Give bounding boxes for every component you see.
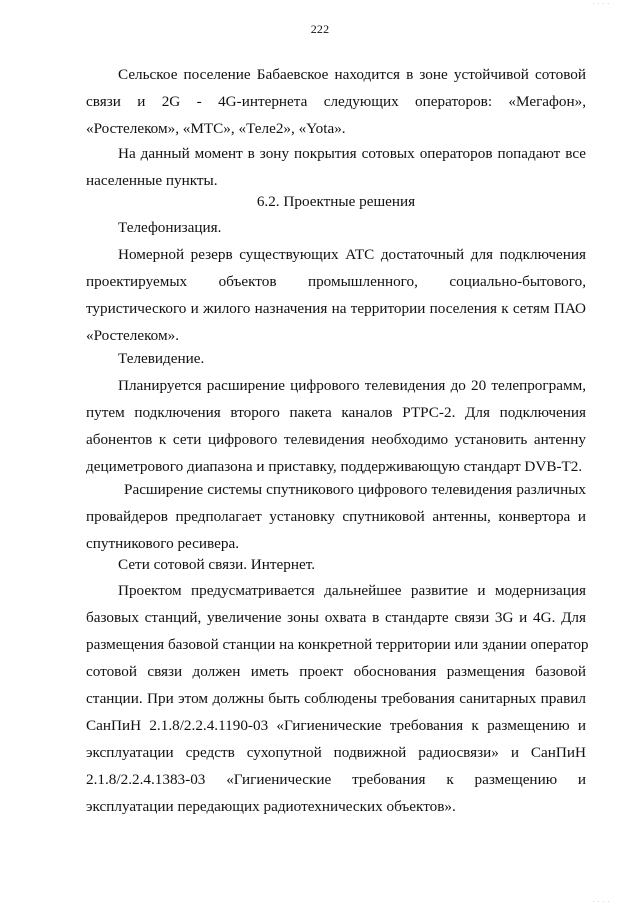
text-line: эксплуатации передающих радиотехнических объектов». bbox=[86, 798, 456, 815]
scan-mark-top: . . . . bbox=[592, 0, 610, 6]
text-line: эксплуатации средств сухопутной подвижной радиосвязи» и СанПиН bbox=[86, 744, 586, 761]
text-line: Номерной резерв существующих АТС достаточный для подключения bbox=[118, 246, 586, 263]
text-line: СанПиН 2.1.8/2.2.4.1190-03 «Гигиенические требования к размещению и bbox=[86, 717, 586, 734]
subheading: Сети сотовой связи. Интернет. bbox=[118, 556, 316, 573]
text-line: абонентов к сети цифрового телевидения необходимо установить антенну bbox=[86, 431, 586, 448]
scan-mark-bottom: . . . . bbox=[592, 898, 610, 904]
text-line: провайдеров предполагает установку спутниковой антенны, конвертора и bbox=[86, 508, 586, 525]
text-line: населенные пункты. bbox=[86, 172, 218, 189]
paragraph-cellular-development bbox=[86, 577, 589, 820]
text-line: Расширение системы спутникового цифрового телевидения различных bbox=[124, 481, 586, 498]
text-line: Проектом предусматривается дальнейшее развитие и модернизация bbox=[118, 582, 586, 599]
text-line: 2.1.8/2.2.4.1383-03 «Гигиенические требования к размещению и bbox=[86, 771, 586, 788]
section-heading bbox=[86, 188, 586, 215]
section-title: 6.2. Проектные решения bbox=[256, 193, 416, 210]
paragraph-television bbox=[86, 372, 586, 480]
text-line: проектируемых объектов промышленного, социально-бытового, bbox=[86, 273, 586, 290]
text-line: Планируется расширение цифрового телевидения до 20 телепрограмм, bbox=[118, 377, 586, 394]
text-line: станции. При этом должны быть соблюдены требования санитарных правил bbox=[86, 690, 586, 707]
paragraph-satellite-tv bbox=[86, 476, 586, 557]
text-line: размещения базовой станции на конкретной территории или здании оператор bbox=[86, 636, 589, 653]
subheading: Телевидение. bbox=[118, 350, 205, 367]
paragraph-cellular-coverage bbox=[86, 61, 586, 142]
subheading-television bbox=[86, 345, 586, 372]
subheading-telephony bbox=[86, 214, 586, 241]
subheading: Телефонизация. bbox=[118, 219, 222, 236]
text-line: базовых станций, увеличение зоны охвата в стандарте связи 3G и 4G. Для bbox=[86, 609, 586, 626]
text-line: спутникового ресивера. bbox=[86, 535, 239, 552]
text-line: На данный момент в зону покрытия сотовых операторов попадают все bbox=[118, 145, 586, 162]
text-line: туристического и жилого назначения на территории поселения к сетям ПАО bbox=[86, 300, 586, 317]
text-line: путем подключения второго пакета каналов РТРС-2. Для подключения bbox=[86, 404, 586, 421]
paragraph-coverage-settlements bbox=[86, 140, 586, 194]
text-line: дециметрового диапазона и приставку, поддерживающую стандарт DVB-T2. bbox=[86, 458, 583, 475]
page-number: 222 bbox=[310, 22, 330, 36]
paragraph-telephony bbox=[86, 241, 586, 349]
text-line: сотовой связи должен иметь проект обоснования размещения базовой bbox=[86, 663, 586, 680]
text-line: связи и 2G - 4G-интернета следующих операторов: «Мегафон», bbox=[86, 93, 586, 110]
text-line: «Ростелеком», «МТС», «Теле2», «Yota». bbox=[86, 120, 346, 137]
text-line: Сельское поселение Бабаевское находится в зоне устойчивой сотовой bbox=[118, 66, 586, 83]
text-line: «Ростелеком». bbox=[86, 327, 179, 344]
subheading-cellular-internet bbox=[86, 551, 586, 578]
